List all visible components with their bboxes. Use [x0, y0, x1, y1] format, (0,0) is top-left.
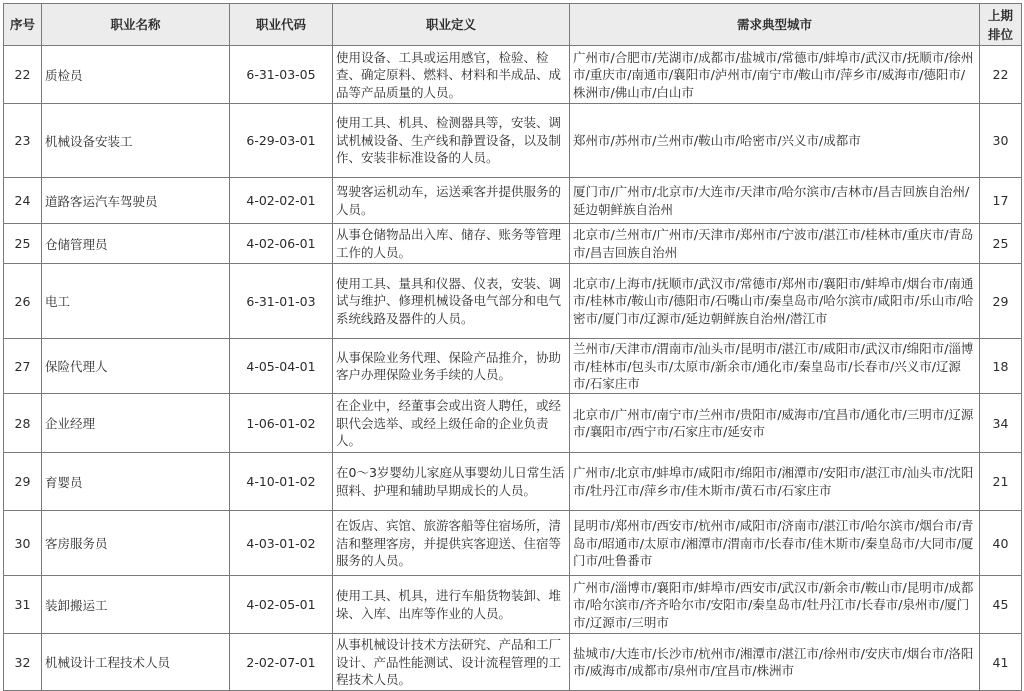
job-definition: 从事保险业务代理、保险产品推介，协助客户办理保险业务手续的人员。: [336, 349, 562, 382]
previous-rank-cell: [980, 453, 1022, 511]
header-previous-rank: [980, 4, 1022, 46]
job-definition-cell: [333, 453, 570, 511]
row-number-cell: [4, 46, 42, 104]
header-no: 序号: [4, 4, 42, 46]
job-demand-table-wrapper: [3, 3, 1021, 691]
job-code-cell: [230, 224, 333, 264]
row-number: 23: [14, 133, 31, 148]
typical-cities-cell: [570, 104, 980, 178]
previous-rank: 18: [992, 358, 1009, 374]
job-name: 机械设计工程技术人员: [45, 655, 171, 670]
job-code: 4-03-01-02: [246, 535, 316, 551]
header-typical-cities: 需求典型城市: [570, 4, 980, 46]
job-definition: 从事机械设计技术方法研究、产品和工厂设计、产品性能测试、设计流程管理的工程技术人员。: [336, 637, 562, 687]
table-row: [4, 104, 1022, 178]
row-number: 25: [14, 236, 31, 251]
row-number: 32: [14, 654, 31, 670]
previous-rank-cell: [980, 511, 1022, 576]
previous-rank: 41: [992, 654, 1009, 670]
job-name-cell: [42, 511, 230, 576]
typical-cities: 厦门市/广州市/北京市/大连市/天津市/哈尔滨市/吉林市/昌吉回族自治州/延边朝鲜族自治州: [573, 184, 970, 217]
row-number-cell: [4, 576, 42, 634]
job-code-cell: [230, 576, 333, 634]
table-row: [4, 178, 1022, 224]
header-job-definition: 职业定义: [333, 4, 570, 46]
row-number-cell: [4, 634, 42, 691]
header-previous-rank-line2: 排位: [987, 26, 1013, 42]
row-number: 30: [14, 535, 31, 551]
job-definition-cell: [333, 264, 570, 339]
job-code: 6-31-01-03: [246, 293, 316, 309]
job-code: 4-02-06-01: [246, 236, 316, 251]
job-definition-cell: [333, 46, 570, 104]
job-code: 4-10-01-02: [246, 474, 316, 489]
table-row: [4, 576, 1022, 634]
previous-rank-cell: [980, 394, 1022, 453]
job-code-cell: [230, 453, 333, 511]
job-name: 育婴员: [45, 474, 83, 490]
previous-rank: 30: [992, 133, 1009, 148]
typical-cities-cell: [570, 511, 980, 576]
typical-cities: 郑州市/苏州市/兰州市/鞍山市/哈密市/兴义市/成都市: [573, 132, 861, 148]
job-code-cell: [230, 511, 333, 576]
job-code: 6-31-03-05: [246, 67, 316, 82]
typical-cities: 兰州市/天津市/渭南市/汕头市/昆明市/湛江市/咸阳市/武汉市/绵阳市/淄博市/桂林市/包头市/太原市/新余市/通化市/秦皇岛市/长春市/兴义市/辽源市/石家庄市: [573, 341, 974, 391]
typical-cities: 广州市/北京市/蚌埠市/咸阳市/绵阳市/湘潭市/安阳市/湛江市/汕头市/沈阳市/牡丹江市/萍乡市/佳木斯市/黄石市/石家庄市: [573, 465, 974, 498]
table-row: [4, 264, 1022, 339]
job-name-cell: [42, 178, 230, 224]
typical-cities-cell: [570, 394, 980, 453]
previous-rank-cell: [980, 104, 1022, 178]
typical-cities-cell: [570, 453, 980, 511]
typical-cities: 北京市/兰州市/广州市/天津市/郑州市/宁波市/湛江市/桂林市/重庆市/青岛市/昌吉回族自治州: [573, 227, 974, 260]
job-demand-table: [3, 3, 1022, 691]
typical-cities: 广州市/淄博市/襄阳市/蚌埠市/西安市/武汉市/新余市/鞍山市/昆明市/成都市/哈尔滨市/齐齐哈尔市/安阳市/秦皇岛市/牡丹江市/长春市/泉州市/厦门市/辽源市/三明市: [573, 579, 974, 630]
table-row: [4, 511, 1022, 576]
job-code: 4-02-02-01: [246, 193, 316, 208]
job-code: 4-05-04-01: [246, 358, 316, 374]
typical-cities: 北京市/上海市/抚顺市/武汉市/常德市/郑州市/襄阳市/蚌埠市/烟台市/南通市/桂林市/鞍山市/德阳市/石嘴山市/秦皇岛市/哈尔滨市/咸阳市/乐山市/哈密市/厦门市/辽源市/延边朝鲜族自治州/潜江市: [573, 275, 974, 326]
job-definition: 使用工具、机具，进行车船货物装卸、堆垛、入库、出库等作业的人员。: [336, 588, 562, 621]
row-number: 26: [14, 293, 31, 309]
job-name-cell: [42, 576, 230, 634]
row-number: 24: [14, 193, 31, 208]
job-name: 保险代理人: [45, 359, 108, 374]
previous-rank-cell: [980, 178, 1022, 224]
table-row: [4, 339, 1022, 394]
job-code-cell: [230, 46, 333, 104]
job-definition: 使用设备、工具或运用感官，检验、检查、确定原料、燃料、材料和半成品、成品等产品质量的人员。: [336, 49, 562, 100]
job-name-cell: [42, 46, 230, 104]
typical-cities: 盐城市/大连市/长沙市/杭州市/湘潭市/湛江市/徐州市/安庆市/烟台市/洛阳市/威海市/成都市/泉州市/宜昌市/株洲市: [573, 645, 974, 678]
header-row: [4, 4, 1022, 46]
job-code-cell: [230, 104, 333, 178]
job-name: 道路客运汽车驾驶员: [45, 193, 158, 209]
job-definition-cell: [333, 634, 570, 691]
previous-rank: 40: [992, 535, 1009, 551]
previous-rank: 22: [992, 67, 1009, 82]
row-number: 27: [14, 358, 31, 374]
job-code: 1-06-01-02: [246, 415, 316, 431]
previous-rank-cell: [980, 576, 1022, 634]
previous-rank-cell: [980, 339, 1022, 394]
table-row: [4, 634, 1022, 691]
job-name-cell: [42, 264, 230, 339]
header-previous-rank-line1: 上期: [987, 7, 1013, 23]
row-number: 29: [14, 474, 31, 489]
job-code-cell: [230, 634, 333, 691]
previous-rank: 21: [992, 474, 1009, 489]
row-number-cell: [4, 264, 42, 339]
row-number-cell: [4, 224, 42, 264]
job-code: 2-02-07-01: [246, 654, 316, 670]
job-code: 4-02-05-01: [246, 597, 316, 612]
previous-rank-cell: [980, 46, 1022, 104]
job-definition-cell: [333, 104, 570, 178]
job-name: 企业经理: [45, 416, 96, 431]
job-code-cell: [230, 339, 333, 394]
typical-cities-cell: [570, 339, 980, 394]
job-code: 6-29-03-01: [246, 133, 316, 148]
job-definition: 使用工具、量具和仪器、仪表，安装、调试与维护、修理机械设备电气部分和电气系统线路及器件的人员。: [336, 275, 562, 326]
job-name: 客房服务员: [45, 536, 108, 551]
header-job-code: 职业代码: [230, 4, 333, 46]
previous-rank: 29: [992, 293, 1009, 309]
previous-rank: 25: [992, 236, 1009, 251]
row-number-cell: [4, 453, 42, 511]
job-name: 仓储管理员: [45, 236, 108, 252]
row-number-cell: [4, 339, 42, 394]
typical-cities-cell: [570, 576, 980, 634]
job-definition-cell: [333, 576, 570, 634]
job-definition-cell: [333, 224, 570, 264]
previous-rank: 34: [992, 415, 1009, 431]
job-name-cell: [42, 394, 230, 453]
row-number-cell: [4, 178, 42, 224]
job-definition: 在饭店、宾馆、旅游客船等住宿场所，清洁和整理客房，并提供宾客迎送、住宿等服务的人员。: [336, 518, 562, 568]
row-number-cell: [4, 104, 42, 178]
job-name: 质检员: [45, 67, 83, 83]
row-number: 22: [14, 67, 31, 82]
job-name: 电工: [45, 294, 71, 309]
header-job-name: 职业名称: [42, 4, 230, 46]
table-row: [4, 394, 1022, 453]
typical-cities: 广州市/合肥市/芜湖市/成都市/盐城市/常德市/蚌埠市/武汉市/抚顺市/徐州市/重庆市/南通市/襄阳市/泸州市/南宁市/鞍山市/萍乡市/威海市/德阳市/株洲市/佛山市/白山市: [573, 49, 974, 100]
row-number-cell: [4, 511, 42, 576]
typical-cities-cell: [570, 224, 980, 264]
job-definition: 在企业中，经董事会或出资人聘任，或经职代会选举、或经上级任命的企业负责人。: [336, 398, 562, 448]
typical-cities: 北京市/广州市/南宁市/兰州市/贵阳市/威海市/宜昌市/通化市/三明市/辽源市/襄阳市/西宁市/石家庄市/延安市: [573, 406, 974, 439]
table-row: [4, 453, 1022, 511]
previous-rank-cell: [980, 224, 1022, 264]
job-name-cell: [42, 224, 230, 264]
typical-cities-cell: [570, 46, 980, 104]
job-name-cell: [42, 104, 230, 178]
job-name-cell: [42, 634, 230, 691]
job-name: 机械设备安装工: [45, 133, 133, 149]
row-number: 31: [14, 597, 31, 612]
previous-rank-cell: [980, 264, 1022, 339]
job-code-cell: [230, 264, 333, 339]
table-row: [4, 46, 1022, 104]
job-name: 装卸搬运工: [45, 597, 108, 613]
row-number-cell: [4, 394, 42, 453]
row-number: 28: [14, 415, 31, 431]
typical-cities-cell: [570, 264, 980, 339]
previous-rank-cell: [980, 634, 1022, 691]
typical-cities-cell: [570, 634, 980, 691]
job-code-cell: [230, 394, 333, 453]
job-definition-cell: [333, 178, 570, 224]
job-definition-cell: [333, 394, 570, 453]
previous-rank: 45: [992, 597, 1009, 612]
job-definition-cell: [333, 511, 570, 576]
job-name-cell: [42, 339, 230, 394]
job-code-cell: [230, 178, 333, 224]
job-definition: 在0～3岁婴幼儿家庭从事婴幼儿日常生活照料、护理和辅助早期成长的人员。: [336, 465, 565, 498]
typical-cities: 昆明市/郑州市/西安市/杭州市/咸阳市/济南市/湛江市/哈尔滨市/烟台市/青岛市/昭通市/太原市/湘潭市/渭南市/长春市/佳木斯市/秦皇岛市/大同市/厦门市/吐鲁番市: [573, 518, 974, 568]
job-definition: 使用工具、机具、检测器具等，安装、调试机械设备、生产线和静置设备，以及制作、安装非标准设备的人员。: [336, 115, 562, 166]
job-definition: 驾驶客运机动车，运送乘客并提供服务的人员。: [336, 184, 562, 217]
typical-cities-cell: [570, 178, 980, 224]
table-row: [4, 224, 1022, 264]
previous-rank: 17: [992, 193, 1009, 208]
job-definition: 从事仓储物品出入库、储存、账务等管理工作的人员。: [336, 227, 562, 260]
job-name-cell: [42, 453, 230, 511]
job-definition-cell: [333, 339, 570, 394]
